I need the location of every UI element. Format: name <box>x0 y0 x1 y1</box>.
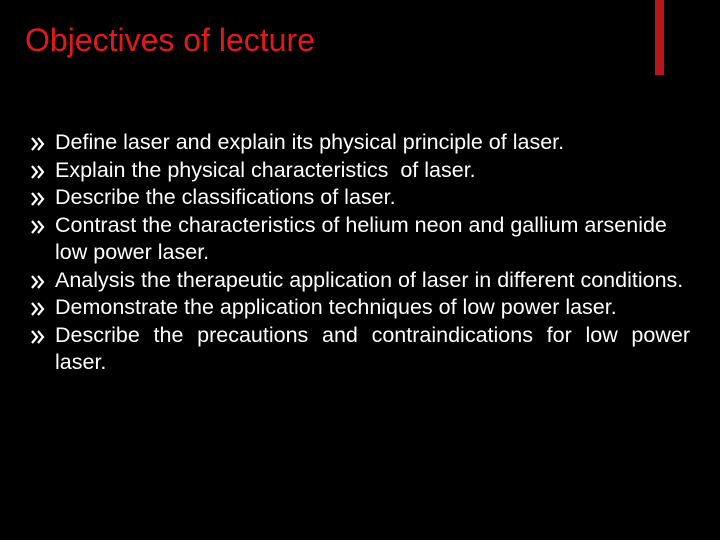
bullet-text: Define laser and explain its physical principle of laser. <box>55 130 565 154</box>
list-item <box>30 129 690 157</box>
bullet-text: Contrast the characteristics of helium neon and gallium arsenide low power laser. <box>55 212 667 264</box>
list-item <box>30 294 690 322</box>
list-item <box>30 322 690 377</box>
double-chevron-right-icon <box>31 220 45 234</box>
double-chevron-right-icon <box>31 165 45 179</box>
double-chevron-right-icon <box>31 137 45 151</box>
bullet-text: Analysis the therapeutic application of laser in different conditions. <box>55 267 684 292</box>
double-chevron-right-icon <box>31 275 45 289</box>
bullet-text: Describe the classifications of laser. <box>55 185 396 209</box>
double-chevron-right-icon <box>31 330 45 344</box>
list-item <box>30 184 690 212</box>
double-chevron-right-icon <box>31 192 45 206</box>
bullet-text: Describe the precautions and contraindications for low power laser. <box>55 322 690 374</box>
objectives-list <box>30 129 690 377</box>
double-chevron-right-icon <box>31 302 45 316</box>
list-item <box>30 157 690 185</box>
list-item <box>30 212 690 267</box>
accent-bar <box>655 0 664 75</box>
slide-title: Objectives of lecture <box>25 22 315 58</box>
bullet-text: Demonstrate the application techniques of low power laser. <box>55 295 617 319</box>
list-item <box>30 267 690 295</box>
bullet-text: Explain the physical characteristics of laser. <box>55 157 476 182</box>
